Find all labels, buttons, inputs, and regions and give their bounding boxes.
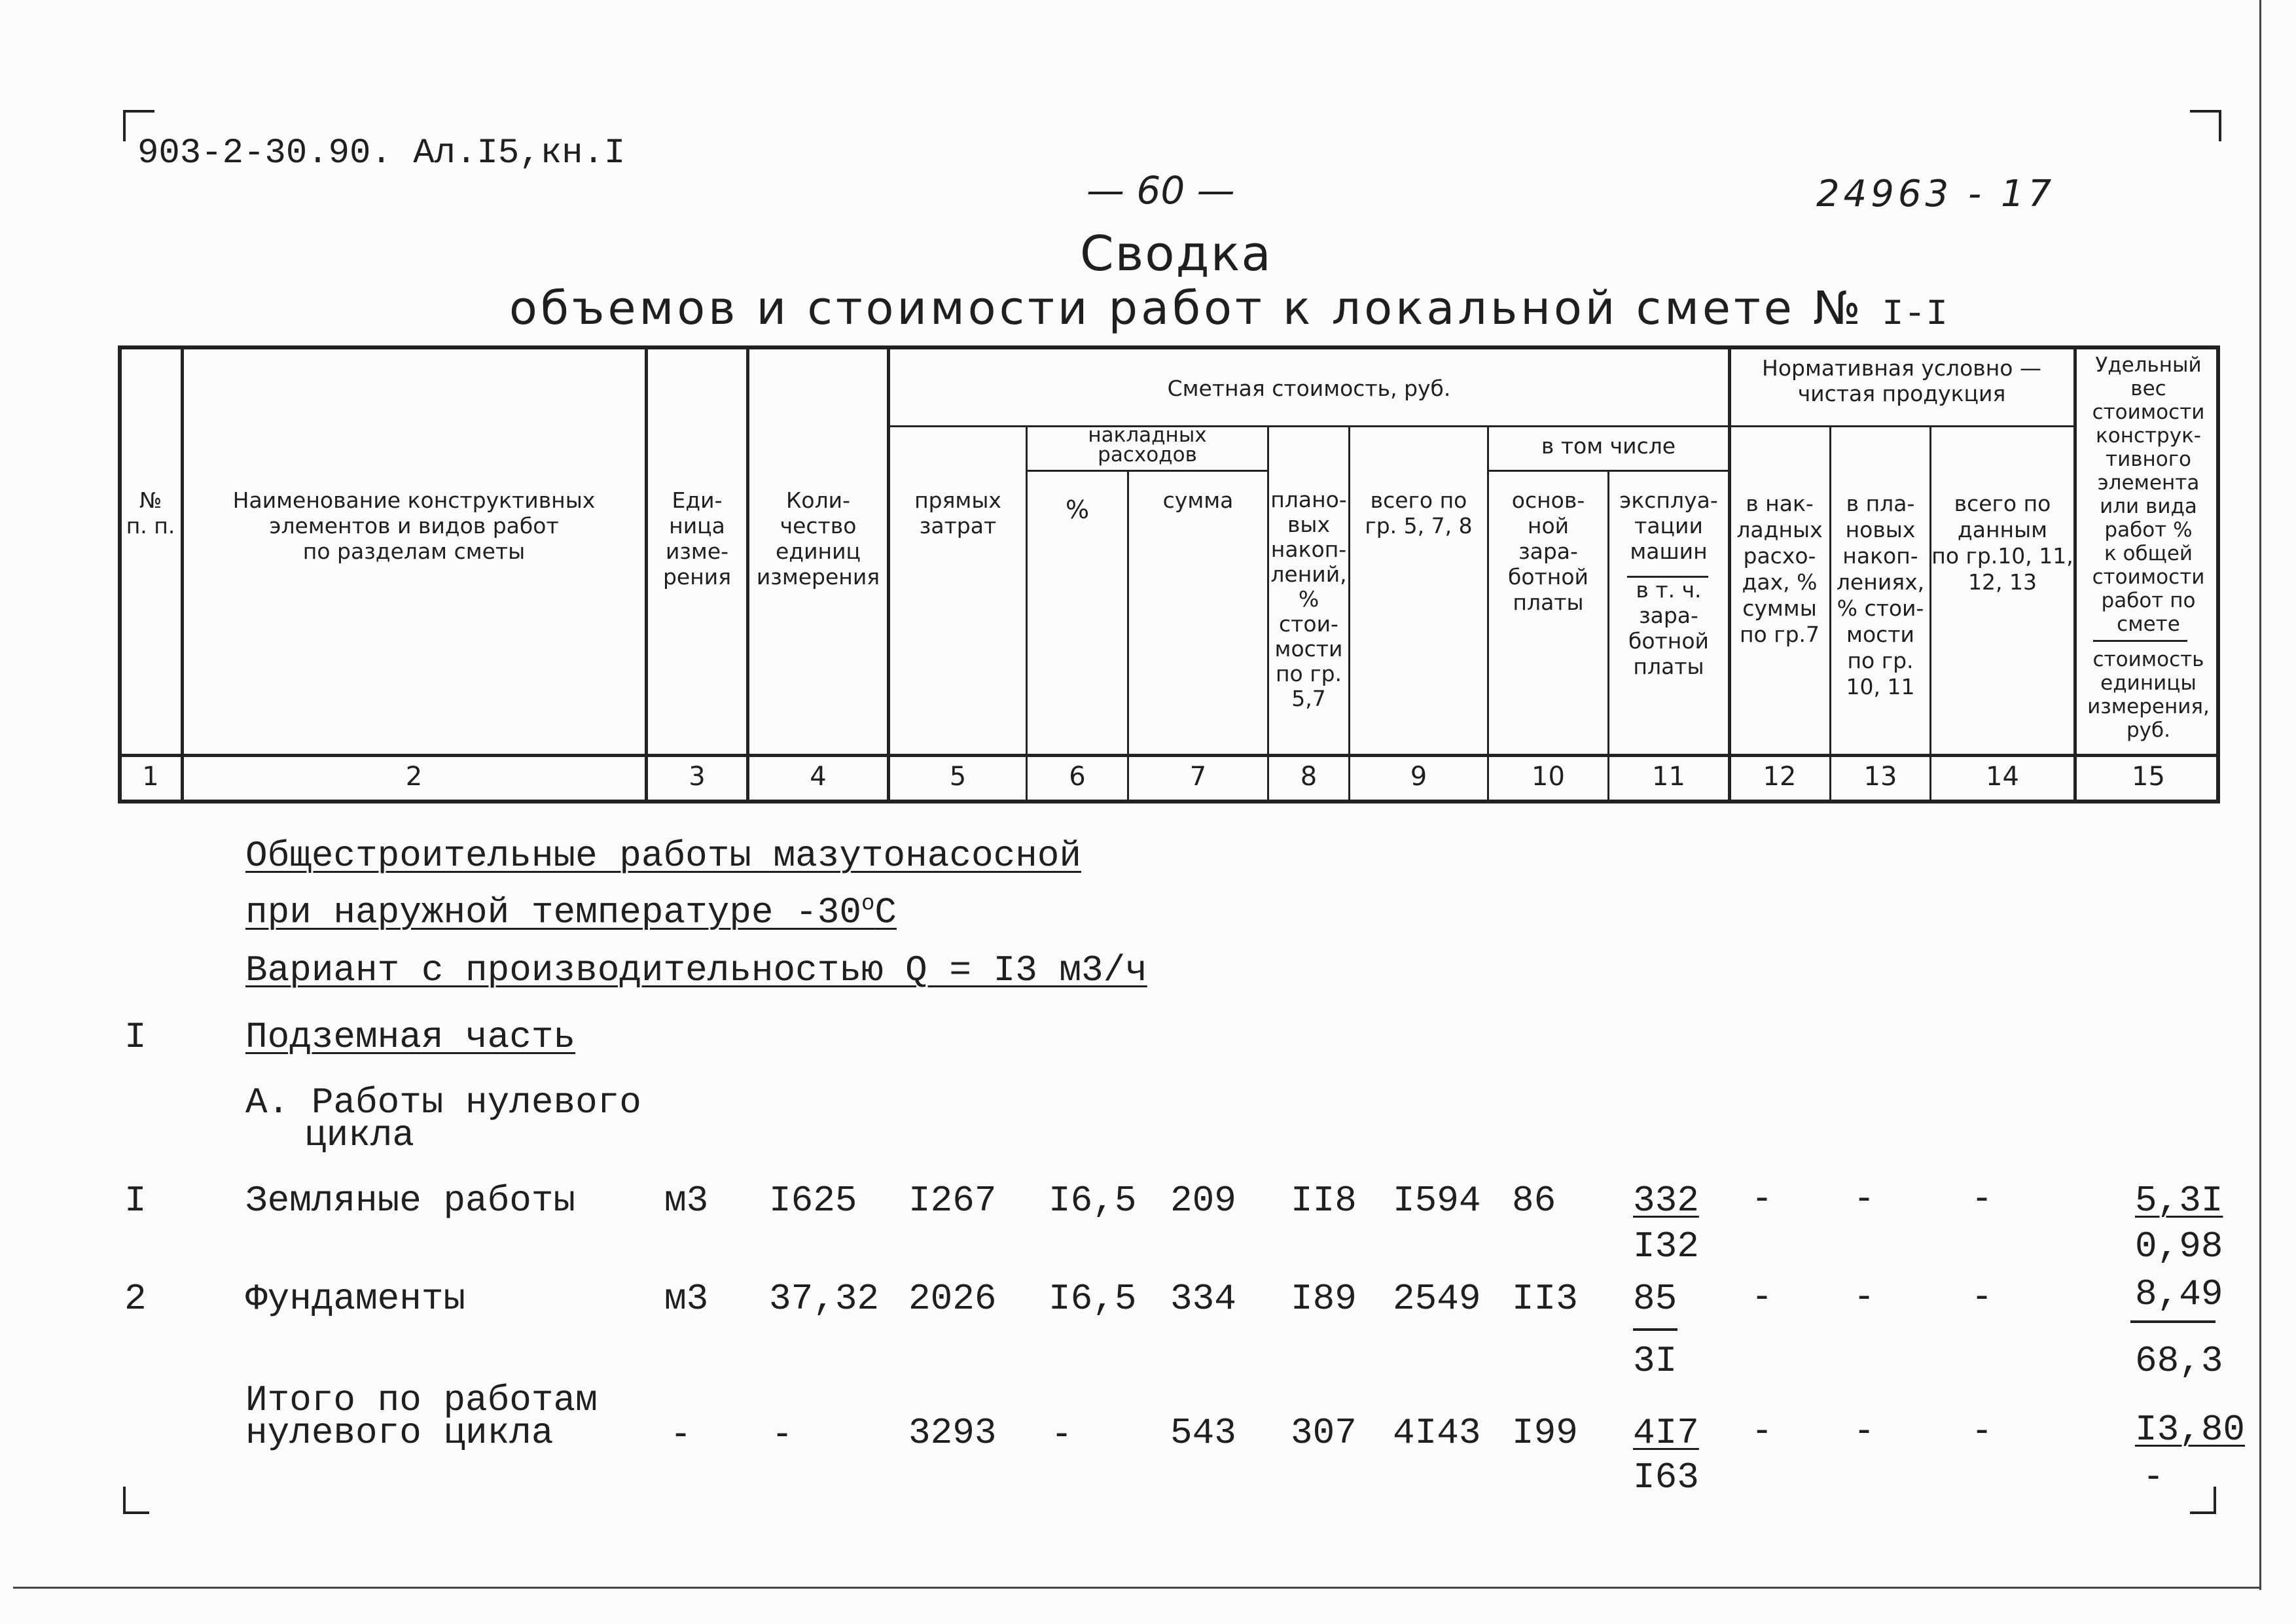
header-col-overhead-sum: сумма: [1162, 487, 1234, 513]
table-grid-line: [1728, 425, 2073, 427]
table-grid-line: [887, 425, 1728, 427]
row-planned-savings: II8: [1291, 1180, 1357, 1222]
row-base-wage: 86: [1512, 1180, 1556, 1222]
row-net-total: -: [1975, 1176, 1989, 1218]
column-number: 6: [1069, 762, 1086, 792]
total-total: 4I43: [1393, 1412, 1481, 1454]
column-number: 10: [1532, 762, 1565, 792]
row-overhead-pct: I6,5: [1049, 1180, 1137, 1222]
column-number: 13: [1863, 762, 1897, 792]
right-edge-line: [2259, 0, 2261, 1590]
section-title-line2: [245, 885, 897, 932]
row-unit: м3: [664, 1180, 709, 1222]
header-smetnaya-stoimost: Сметная стоимость, руб.: [1167, 376, 1451, 401]
column-number: 1: [142, 762, 159, 792]
document-code: 903-2-30.90. Ал.I5,кн.I: [137, 133, 626, 173]
row-machines-wage: I32: [1633, 1226, 1699, 1267]
column-number: 15: [2132, 762, 2165, 792]
total-base-wage: I99: [1512, 1412, 1578, 1454]
row-number: I: [124, 1180, 147, 1222]
header-col-planned-savings: плано- вых накоп- лений, % стои- мости по гр. 5,7: [1270, 487, 1347, 711]
subsection-title-line1: А. Работы нулевого: [245, 1082, 641, 1123]
table-grid-line: [181, 345, 184, 803]
row-overhead-sum: 334: [1170, 1278, 1236, 1320]
total-name-line2: нулевого цикла: [245, 1412, 554, 1454]
table-grid-line: [1487, 470, 1728, 472]
header-col-machines-wage: в т. ч. зара- ботной платы: [1628, 577, 1709, 679]
row-unit: м3: [664, 1278, 709, 1320]
row-machines-wage: 3I: [1633, 1340, 1677, 1382]
row-overhead-pct: I6,5: [1049, 1278, 1137, 1320]
total-unit-cost: -: [2147, 1454, 2161, 1496]
subsection-title-line2: цикла: [304, 1114, 415, 1156]
total-overhead-sum: 543: [1170, 1412, 1236, 1454]
row-name: Фундаменты: [245, 1278, 466, 1320]
column-number: 9: [1410, 762, 1427, 792]
row-net-savings: -: [1857, 1176, 1871, 1218]
row-name: Земляные работы: [245, 1180, 576, 1222]
header-nakladnyh: накладных расходов: [1088, 423, 1207, 467]
row-overhead-sum: 209: [1170, 1180, 1236, 1222]
header-col-net-total: всего по данным по гр.10, 11, 12, 13: [1931, 491, 2073, 595]
header-col-number: № п. п.: [126, 487, 175, 538]
row-specific-weight: 8,49: [2135, 1273, 2223, 1315]
row-direct-costs: 2026: [908, 1278, 997, 1320]
row-machines: 85: [1633, 1278, 1677, 1320]
row-net-overhead: -: [1755, 1274, 1769, 1316]
bottom-edge-line: [13, 1587, 2259, 1589]
header-col-specific-weight: Удельный вес стоимости конструк- тивного элемента или вида работ % к общей стоимости работ по смете: [2092, 353, 2205, 636]
part-title: Подземная часть: [245, 1016, 576, 1058]
fraction-line: [1633, 1328, 1677, 1331]
column-number: 2: [405, 762, 423, 792]
row-specific-weight: 5,3I: [2135, 1180, 2223, 1222]
table-grid-line: [1348, 425, 1350, 803]
header-col-base-wage: основ- ной зара- ботной платы: [1508, 487, 1588, 615]
total-quantity: -: [776, 1411, 789, 1454]
header-col-quantity: Коли- чество единиц измерения: [756, 487, 880, 590]
table-grid-line: [1026, 470, 1267, 472]
corner-mark-bottom-right: [2190, 1487, 2216, 1514]
total-net-total: -: [1975, 1408, 1989, 1451]
total-unit: -: [674, 1411, 688, 1454]
degree-sign: о: [861, 892, 875, 917]
total-name-line1: Итого по работам: [245, 1379, 598, 1421]
row-machines: 332: [1633, 1180, 1699, 1222]
column-number: 3: [689, 762, 706, 792]
column-number: 5: [949, 762, 967, 792]
variant-title: Вариант с производительностью Q = I3 м3/ч: [245, 949, 1147, 991]
table-grid-line: [887, 345, 890, 803]
total-net-overhead: -: [1755, 1408, 1769, 1451]
row-net-total: -: [1975, 1274, 1989, 1316]
total-planned-savings: 307: [1291, 1412, 1357, 1454]
column-number: 4: [810, 762, 827, 792]
header-col-net-overhead: в нак- ладных расхо- дах, % суммы по гр.7: [1736, 491, 1823, 647]
row-number: 2: [124, 1278, 147, 1320]
fraction-line: [2130, 1320, 2215, 1323]
part-number: I: [124, 1016, 147, 1058]
column-number: 7: [1189, 762, 1207, 792]
total-machines: 4I7: [1633, 1412, 1699, 1454]
header-col-net-savings: в пла- новых накоп- лениях, % стои- мости по гр. 10, 11: [1836, 491, 1925, 699]
row-unit-cost: 68,3: [2135, 1340, 2223, 1382]
header-col-total: всего по гр. 5, 7, 8: [1365, 487, 1473, 538]
header-col-unit: Еди- ница изме- рения: [662, 487, 732, 590]
total-direct-costs: 3293: [908, 1412, 997, 1454]
header-col-name: Наименование конструктивных элементов и видов работ по разделам сметы: [232, 487, 596, 564]
header-v-tom-chisle: в том числе: [1541, 433, 1676, 459]
corner-mark-top-right: [2190, 110, 2221, 141]
header-normativnaya: Нормативная условно — чистая продукция: [1762, 355, 2041, 406]
estimate-number: I-I: [1882, 293, 1948, 335]
page-title: Сводка: [1080, 226, 1272, 282]
table-grid-line: [1929, 425, 1931, 803]
column-number: 11: [1652, 762, 1685, 792]
total-specific-weight: I3,80: [2135, 1409, 2246, 1451]
row-unit-cost: 0,98: [2135, 1226, 2223, 1267]
row-quantity: 37,32: [769, 1278, 880, 1320]
table-grid-line: [1026, 425, 1028, 803]
row-planned-savings: I89: [1291, 1278, 1357, 1320]
header-col-unit-cost: стоимость единицы измерения, руб.: [2087, 648, 2210, 742]
column-number: 8: [1300, 762, 1318, 792]
total-machines-wage: I63: [1633, 1456, 1699, 1498]
section-title-line2-text: при наружной температуре -30: [245, 891, 861, 934]
section-title-line2-unit: С: [874, 891, 897, 934]
row-net-savings: -: [1857, 1274, 1871, 1316]
header-col-direct-costs: прямых затрат: [914, 487, 1001, 538]
row-base-wage: II3: [1512, 1278, 1578, 1320]
column-number: 14: [1986, 762, 2019, 792]
header-col-overhead-pct: %: [1065, 495, 1090, 524]
corner-mark-bottom-left: [123, 1487, 149, 1514]
column-number: 12: [1763, 762, 1797, 792]
total-overhead-pct: -: [1055, 1411, 1069, 1454]
row-direct-costs: I267: [908, 1180, 997, 1222]
row-quantity: I625: [769, 1180, 857, 1222]
page-subtitle-text: объемов и стоимости работ к локальной смете №: [509, 281, 1864, 335]
row-total: I594: [1393, 1180, 1481, 1222]
row-total: 2549: [1393, 1278, 1481, 1320]
inventory-number: 24963 - 17: [1816, 173, 2056, 215]
row-net-overhead: -: [1755, 1176, 1769, 1218]
page-subtitle: [509, 280, 1948, 342]
table-grid-line: [2093, 640, 2187, 642]
section-title-line1: Общестроительные работы мазутонасосной: [245, 835, 1082, 877]
page-number: — 60 —: [1086, 168, 1235, 213]
total-net-savings: -: [1857, 1408, 1871, 1451]
header-col-machines: эксплуа- тации машин: [1619, 487, 1718, 564]
